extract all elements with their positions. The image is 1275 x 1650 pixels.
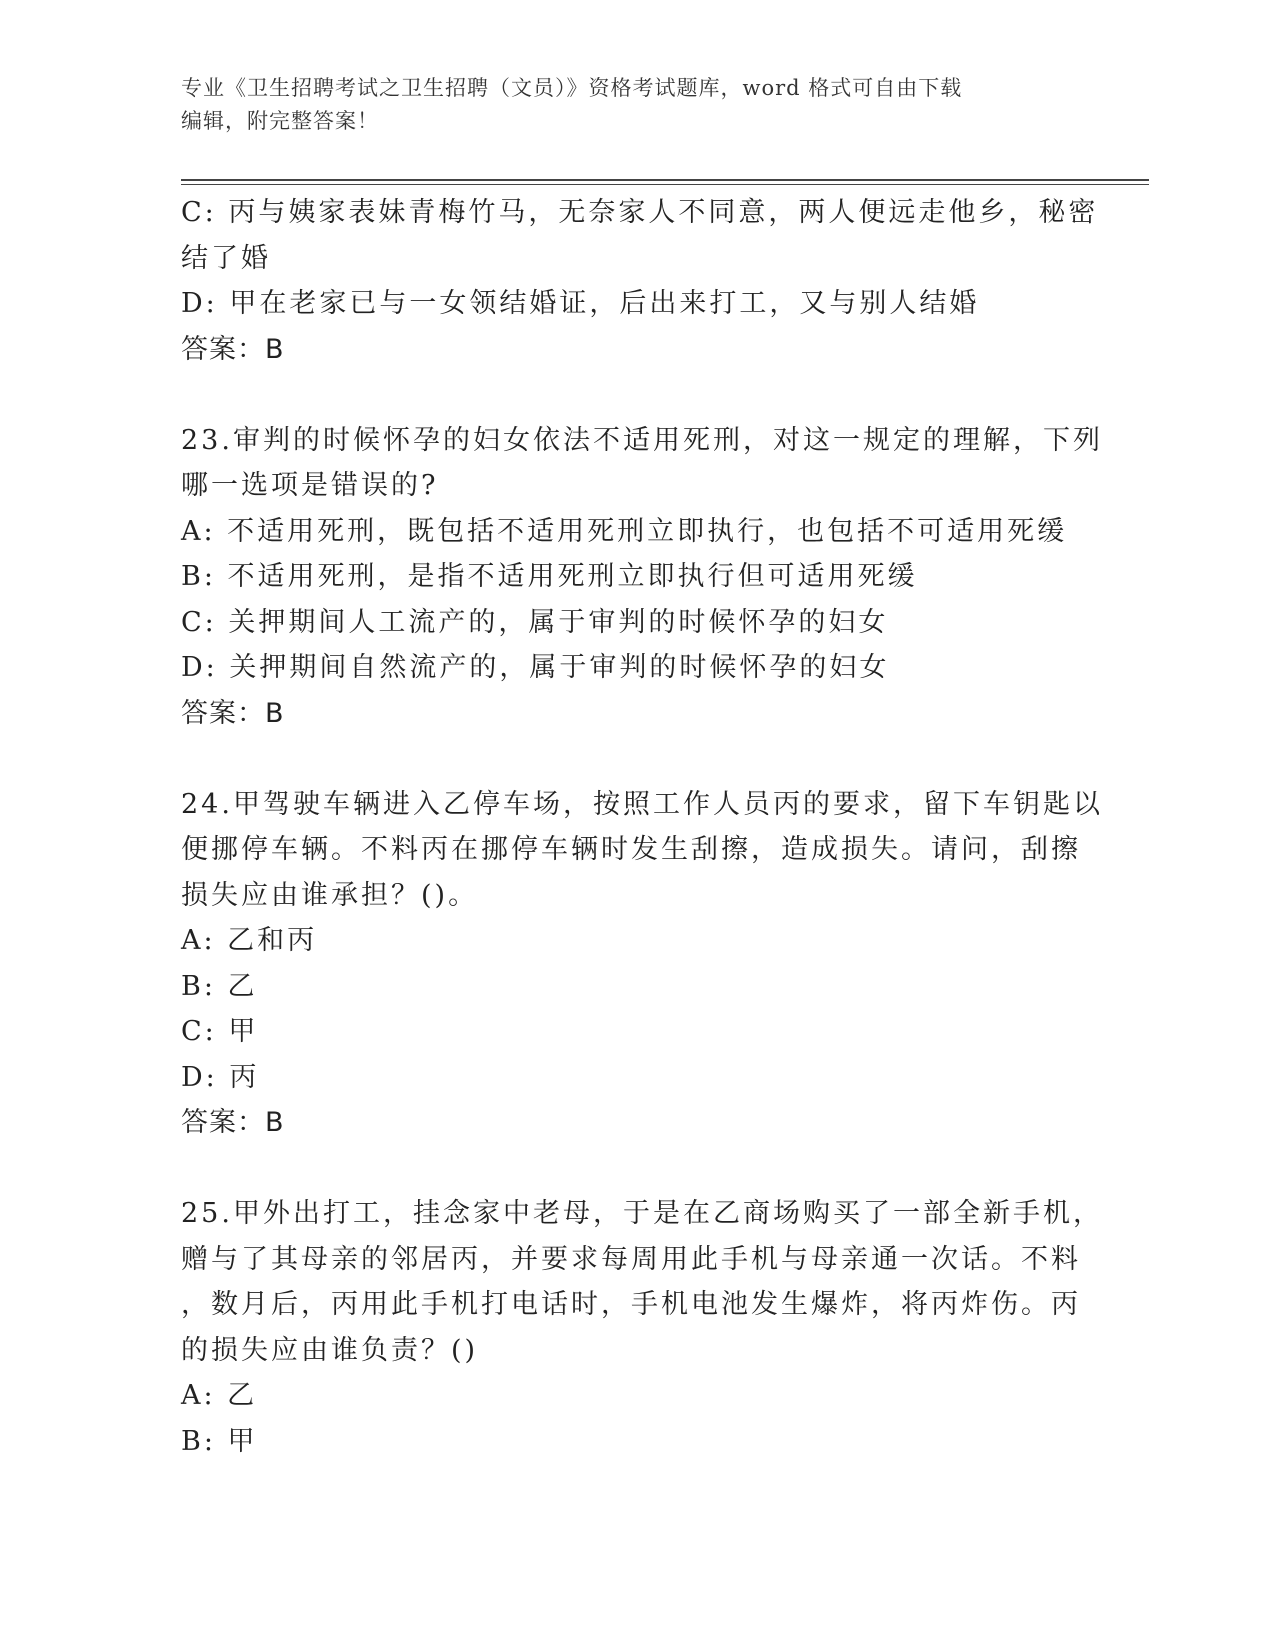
answer: 答案：B (181, 697, 285, 729)
spacer (181, 1146, 1081, 1192)
option-d: D: 丙 (181, 1061, 260, 1093)
answer: 答案：B (181, 333, 285, 365)
question-25 (181, 1191, 1103, 1464)
question-stem-line-2: 便挪停车辆。不料丙在挪停车辆时发生刮擦，造成损失。请问，刮擦 (181, 834, 1081, 865)
question-22 (181, 190, 1099, 372)
header-line-1: 专业《卫生招聘考试之卫生招聘（文员）》资格考试题库，word 格式可自由下载 (181, 76, 963, 100)
option-b: B: 不适用死刑，是指不适用死刑立即执行但可适用死缓 (181, 561, 918, 592)
question-23 (181, 418, 1103, 737)
question-stem-line-4: 的损失应由谁负责？() (181, 1334, 479, 1366)
question-stem-line-1: 23.审判的时候怀孕的妇女依法不适用死刑，对这一规定的理解，下列 (181, 424, 1103, 456)
question-stem-line-2: 赠与了其母亲的邻居丙，并要求每周用此手机与母亲通一次话。不料 (181, 1243, 1081, 1275)
option-c-line-1: C: 丙与姨家表妹青梅竹马，无奈家人不同意，两人便远走他乡，秘密 (181, 197, 1099, 228)
option-a: A: 乙和丙 (181, 925, 318, 956)
header-divider-thin (181, 184, 1149, 185)
question-24 (181, 782, 1103, 1146)
option-c: C: 甲 (181, 1016, 259, 1047)
option-a: A: 乙 (181, 1380, 258, 1411)
question-stem-line-3: ，数月后，丙用此手机打电话时，手机电池发生爆炸，将丙炸伤。丙 (181, 1289, 1081, 1320)
option-b: B: 乙 (181, 970, 258, 1002)
header-line-2: 编辑，附完整答案！ (181, 109, 379, 133)
option-a: A: 不适用死刑，既包括不适用死刑立即执行，也包括不可适用死缓 (181, 515, 1068, 547)
option-d: D: 关押期间自然流产的，属于审判的时候怀孕的妇女 (181, 652, 890, 683)
option-b: B: 甲 (181, 1425, 258, 1457)
option-d: D: 甲在老家已与一女领结婚证，后出来打工，又与别人结婚 (181, 288, 980, 319)
spacer (181, 736, 1081, 782)
header-divider (181, 179, 1149, 181)
document-header (181, 72, 1061, 138)
question-stem-line-3: 损失应由谁承担？()。 (181, 879, 479, 911)
question-stem-line-2: 哪一选项是错误的? (181, 470, 439, 501)
spacer (181, 372, 1081, 418)
question-list (181, 190, 1103, 1464)
question-stem-line-1: 24.甲驾驶车辆进入乙停车场，按照工作人员丙的要求，留下车钥匙以 (181, 788, 1103, 820)
answer: 答案：B (181, 1107, 285, 1138)
question-stem-line-1: 25.甲外出打工，挂念家中老母，于是在乙商场购买了一部全新手机， (181, 1198, 1103, 1229)
option-c-line-2: 结了婚 (181, 242, 271, 274)
option-c: C: 关押期间人工流产的，属于审判的时候怀孕的妇女 (181, 606, 889, 638)
